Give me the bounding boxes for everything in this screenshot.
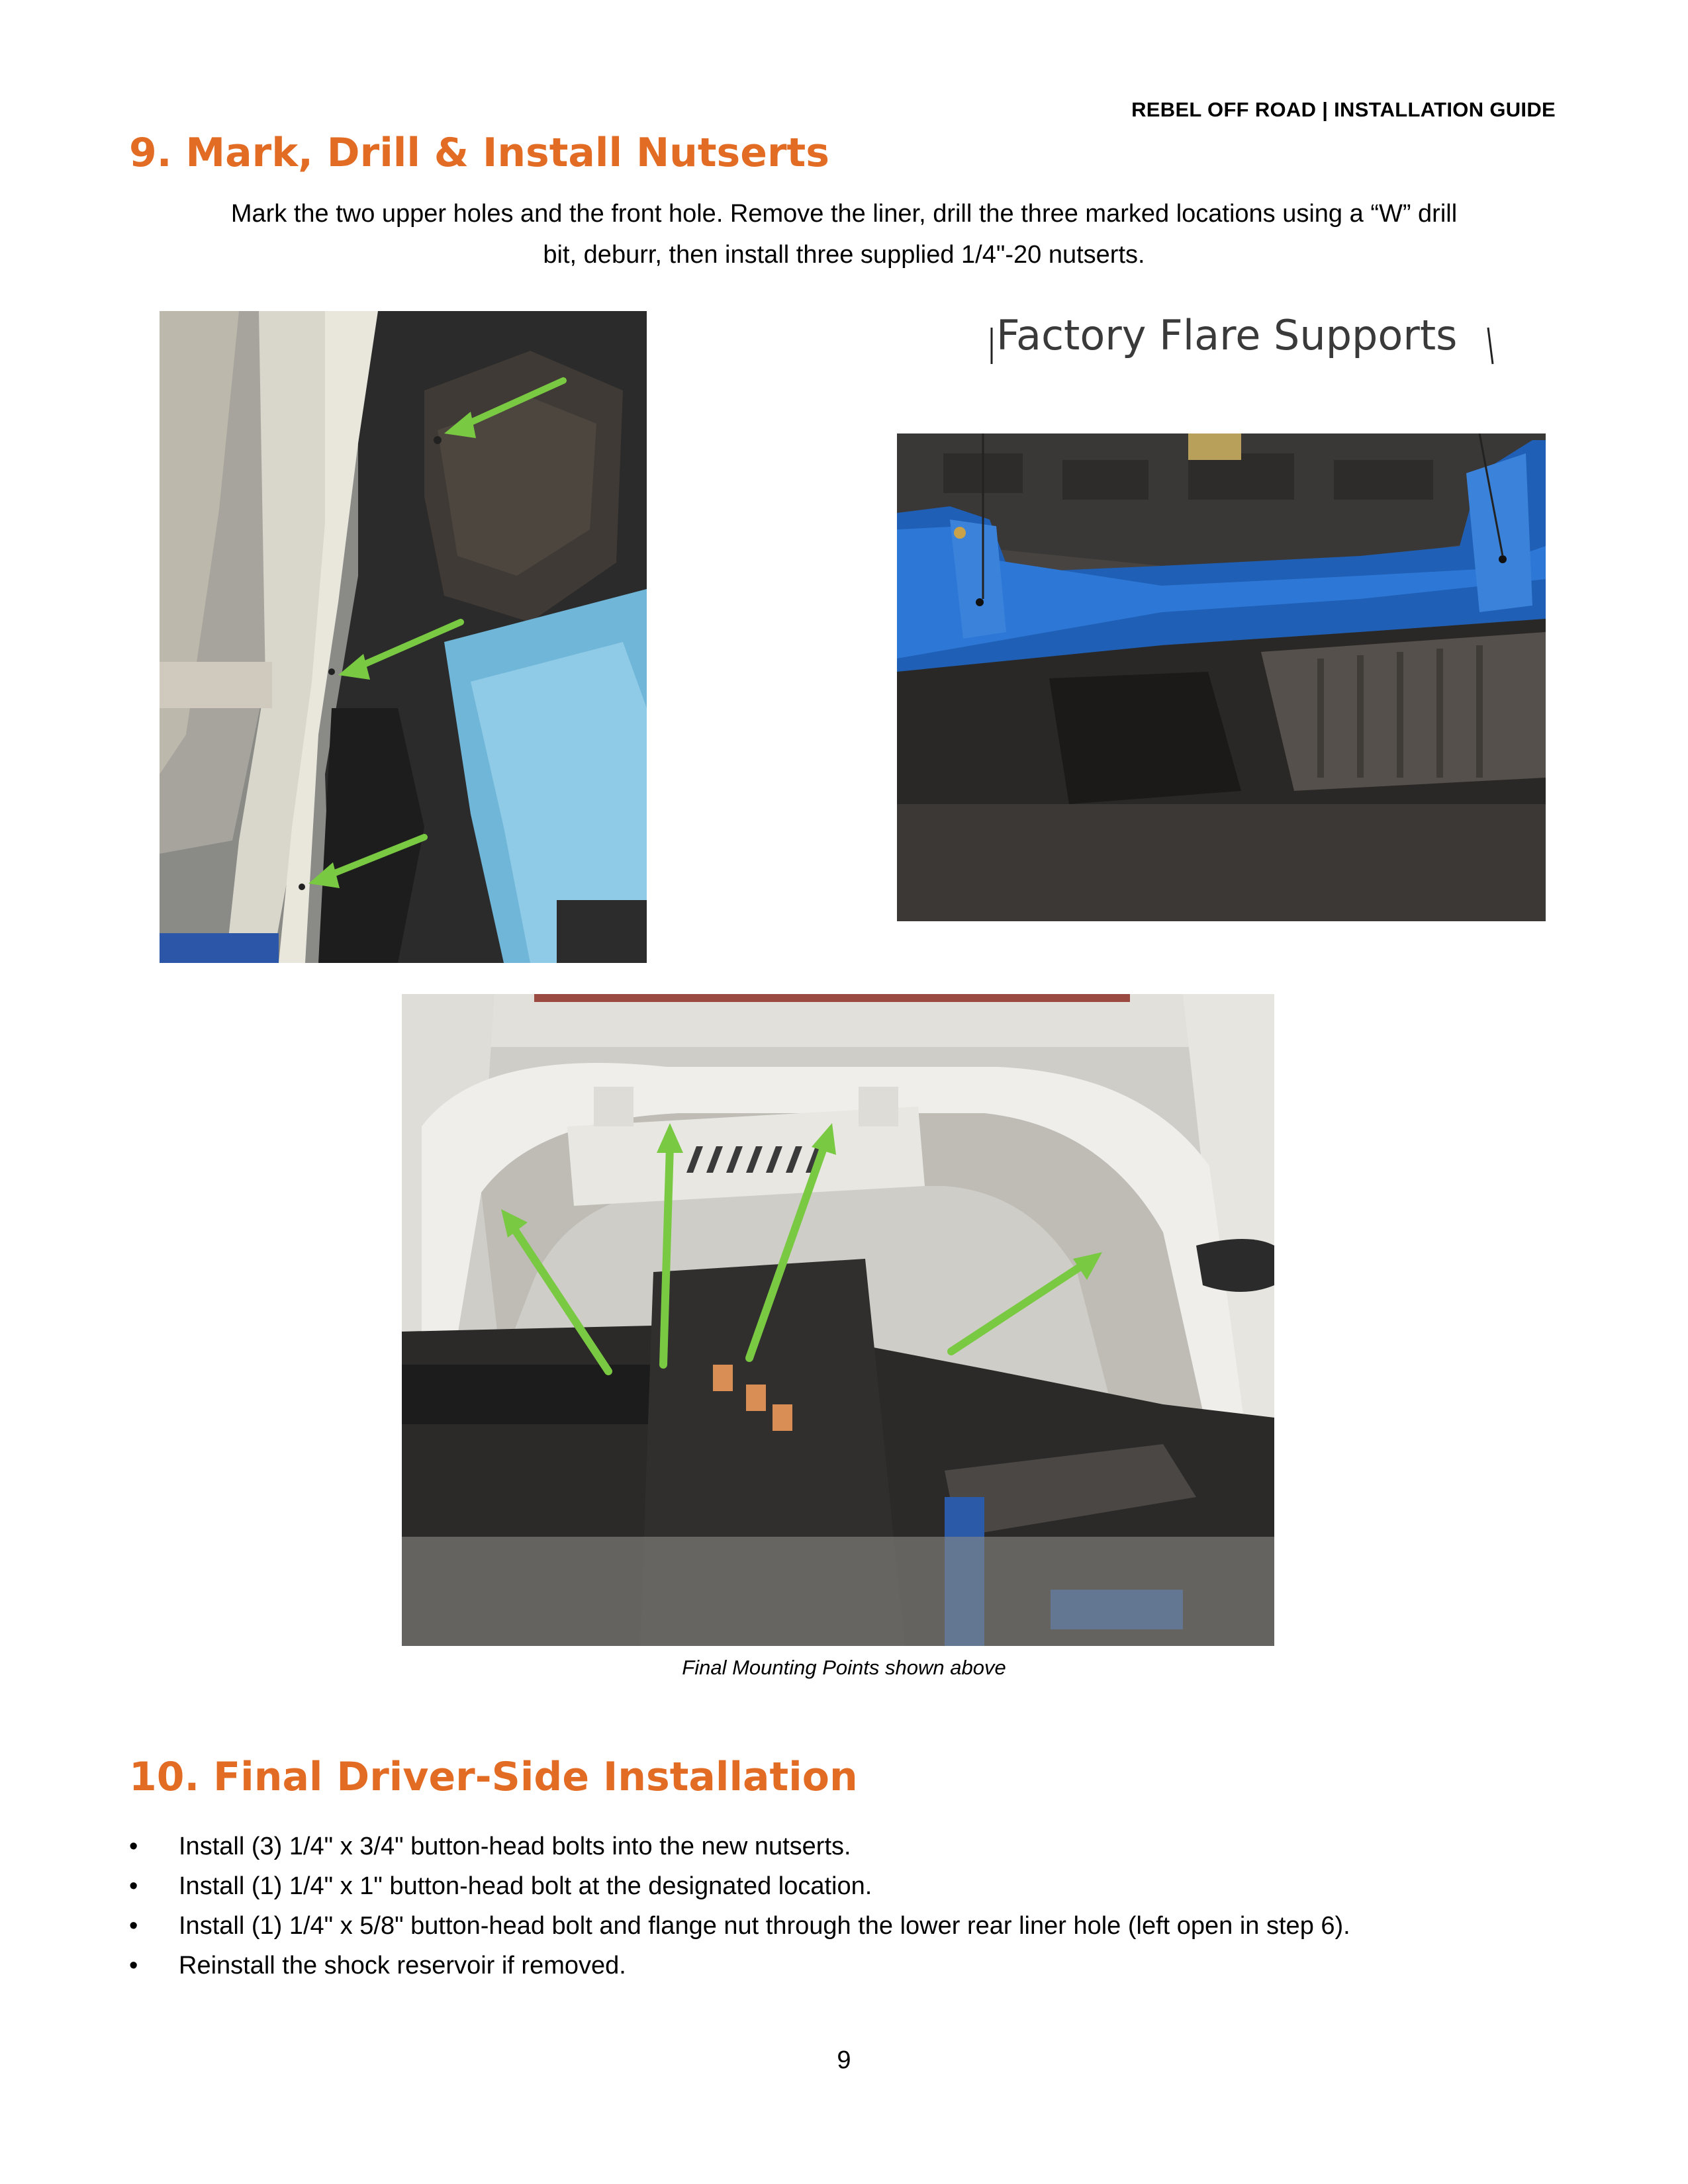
page-number: 9	[837, 2046, 851, 2074]
bullet-icon: •	[129, 1912, 138, 1940]
photo-caption: Final Mounting Points shown above	[682, 1656, 1006, 1679]
bullet-icon: •	[129, 1833, 138, 1860]
section-9-title: 9. Mark, Drill & Install Nutserts	[129, 130, 829, 176]
bullet-icon: •	[129, 1872, 138, 1900]
list-item-text: Reinstall the shock reservoir if removed.	[179, 1952, 626, 1979]
instruction-line-1: Mark the two upper holes and the front hole. Remove the liner, drill the three marked locations using a “W” drill	[230, 200, 1458, 228]
list-item	[129, 1866, 1350, 1906]
bullet-icon: •	[129, 1952, 138, 1979]
list-item-text: Install (1) 1/4" x 5/8" button-head bolt and flange nut through the lower rear liner hole (left open in step 6).	[179, 1912, 1350, 1940]
liner-holes-photo	[160, 311, 647, 963]
document-header: REBEL OFF ROAD | INSTALLATION GUIDE	[1131, 98, 1556, 121]
section-10-title: 10. Final Driver-Side Installation	[129, 1754, 858, 1800]
list-item-text: Install (1) 1/4" x 1" button-head bolt at the designated location.	[179, 1872, 872, 1900]
list-item	[129, 1946, 1350, 1985]
list-item	[129, 1906, 1350, 1946]
factory-flare-supports-photo	[897, 433, 1546, 921]
instruction-line-2: bit, deburr, then install three supplied 1/4"-20 nutserts.	[543, 241, 1145, 269]
list-item-text: Install (3) 1/4" x 3/4" button-head bolts into the new nutserts.	[179, 1833, 851, 1860]
final-mounting-points-photo	[402, 994, 1274, 1646]
installation-steps-list	[129, 1827, 1350, 1985]
supports-label-area	[897, 311, 1546, 433]
factory-flare-supports-label: Factory Flare Supports	[996, 311, 1458, 359]
label-leader-lines	[897, 311, 1546, 433]
list-item	[129, 1827, 1350, 1866]
section-9-instructions	[129, 193, 1559, 275]
